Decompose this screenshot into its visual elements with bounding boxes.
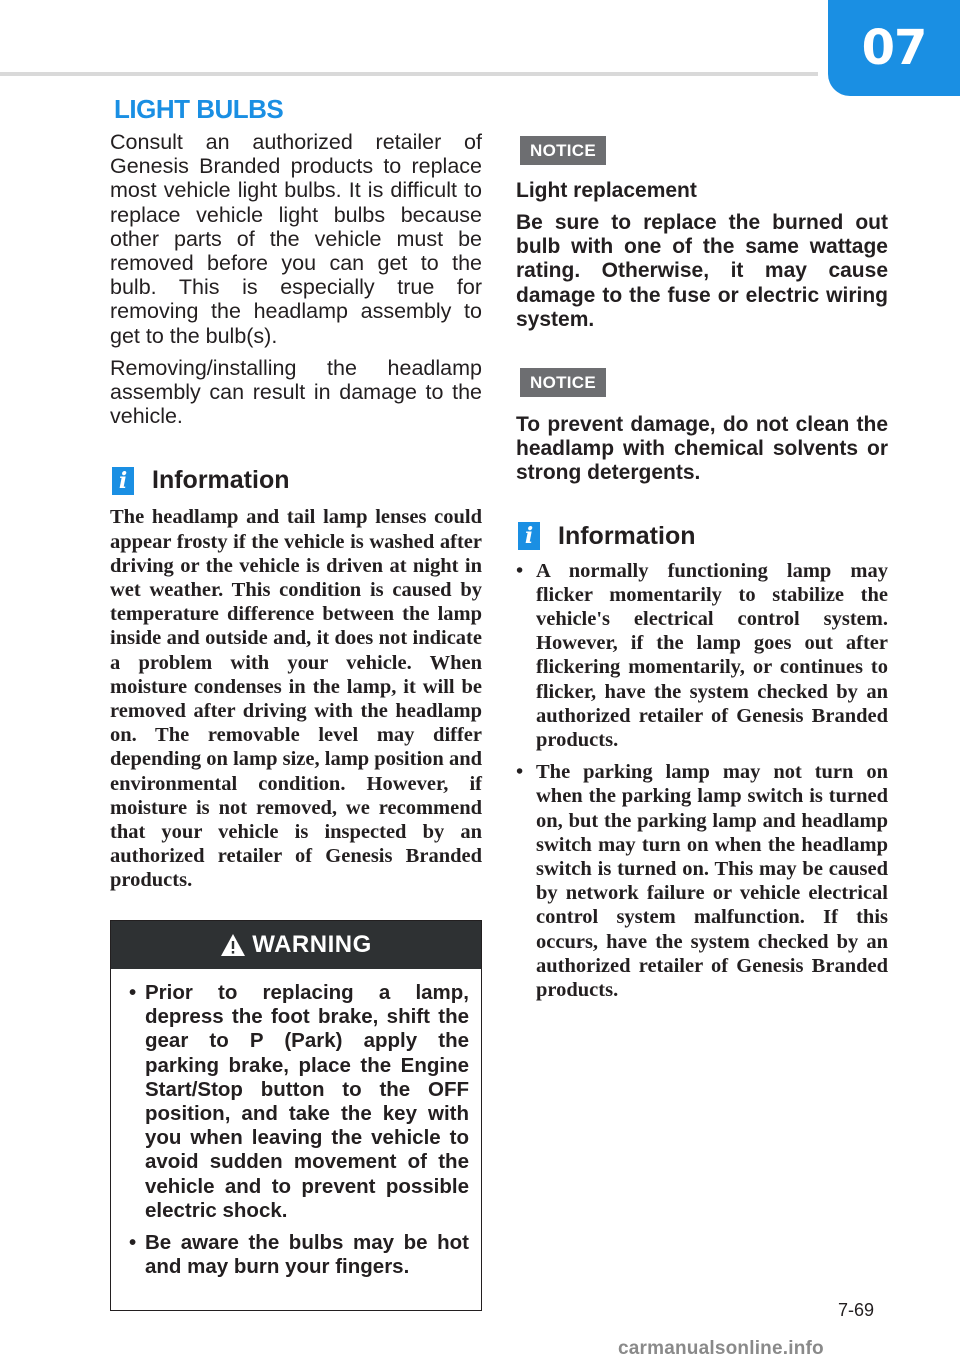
chapter-tab: 07	[828, 0, 960, 96]
intro-paragraph: Consult an authorized retailer of Genesis Branded products to replace most vehicle light bulbs. It is difficult to replace vehicle light bulbs because other parts of the vehicle must be removed before you can get to the bulb. This is especially true for removing the headlamp assembly to get to the bulb(s).	[110, 130, 482, 348]
notice-title: Light replacement	[516, 179, 697, 202]
watermark: carmanualsonline.info	[618, 1338, 824, 1359]
information-list	[516, 559, 888, 1003]
notice-text: To prevent damage, do not clean the headlamp with chemical solvents or strong detergents.	[516, 413, 888, 485]
warning-header	[111, 921, 481, 969]
intro-paragraph-2: Removing/installing the headlamp assembly can result in damage to the vehicle.	[110, 355, 482, 429]
information-text: The headlamp and tail lamp lenses could appear frosty if the vehicle is washed after driving or the vehicle is driven at night in wet weather. This condition is caused by temperature difference between the lamp inside and outside and, it does not indicate a problem with your vehicle. When moisture condenses in the lamp, it will be removed after driving with the headlamp on. The removable level may differ depending on lamp size, lamp position and environmental condition. However, if moisture is not removed, we recommend that your vehicle is inspected by an authorized retailer of Genesis Branded products.	[110, 506, 482, 892]
section-title: LIGHT BULBS	[114, 94, 284, 124]
right-column	[516, 136, 888, 1002]
information-item: • A normally functioning lamp may flicker momentarily to stabilize the vehicle's electrical control system. However, if the lamp goes out after flickering momentarily, or continues to flicker, have the system checked by an authorized retailer of Genesis Branded products.	[516, 559, 888, 753]
information-header	[110, 466, 482, 495]
warning-box	[110, 920, 482, 1311]
warning-triangle-icon	[220, 933, 246, 957]
information-title: Information	[152, 466, 290, 495]
notice-badge: NOTICE	[520, 136, 606, 165]
information-title: Information	[558, 521, 696, 550]
left-column	[110, 130, 482, 893]
warning-item: • Prior to replacing a lamp, depress the foot brake, shift the gear to P (Park) apply the parking brake, place the Engine Start/Stop button to the OFF position, and take the key with you when leaving the vehicle to avoid sudden movement of the vehicle and to prevent possible electric shock.	[129, 981, 469, 1223]
warning-item: • Be aware the bulbs may be hot and may burn your fingers.	[129, 1231, 469, 1279]
warning-list	[111, 969, 481, 1279]
notice-badge: NOTICE	[520, 368, 606, 397]
info-icon: i	[112, 467, 134, 495]
info-icon: i	[518, 522, 540, 550]
notice-text: Be sure to replace the burned out bulb with one of the same wattage rating. Otherwise, it may cause damage to the fuse or electric wiring system.	[516, 211, 888, 331]
warning-title: WARNING	[252, 931, 372, 958]
top-rule	[0, 72, 818, 76]
information-item: • The parking lamp may not turn on when the parking lamp switch is turned on, but the parking lamp and headlamp switch may turn on when the headlamp switch is turned on. This may be caused by network failure or vehicle electrical control system malfunction. If this occurs, have the system checked by an authorized retailer of Genesis Branded products.	[516, 760, 888, 1002]
information-header	[516, 522, 888, 551]
notice-2	[516, 368, 888, 486]
page-number: 7-69	[838, 1300, 875, 1320]
